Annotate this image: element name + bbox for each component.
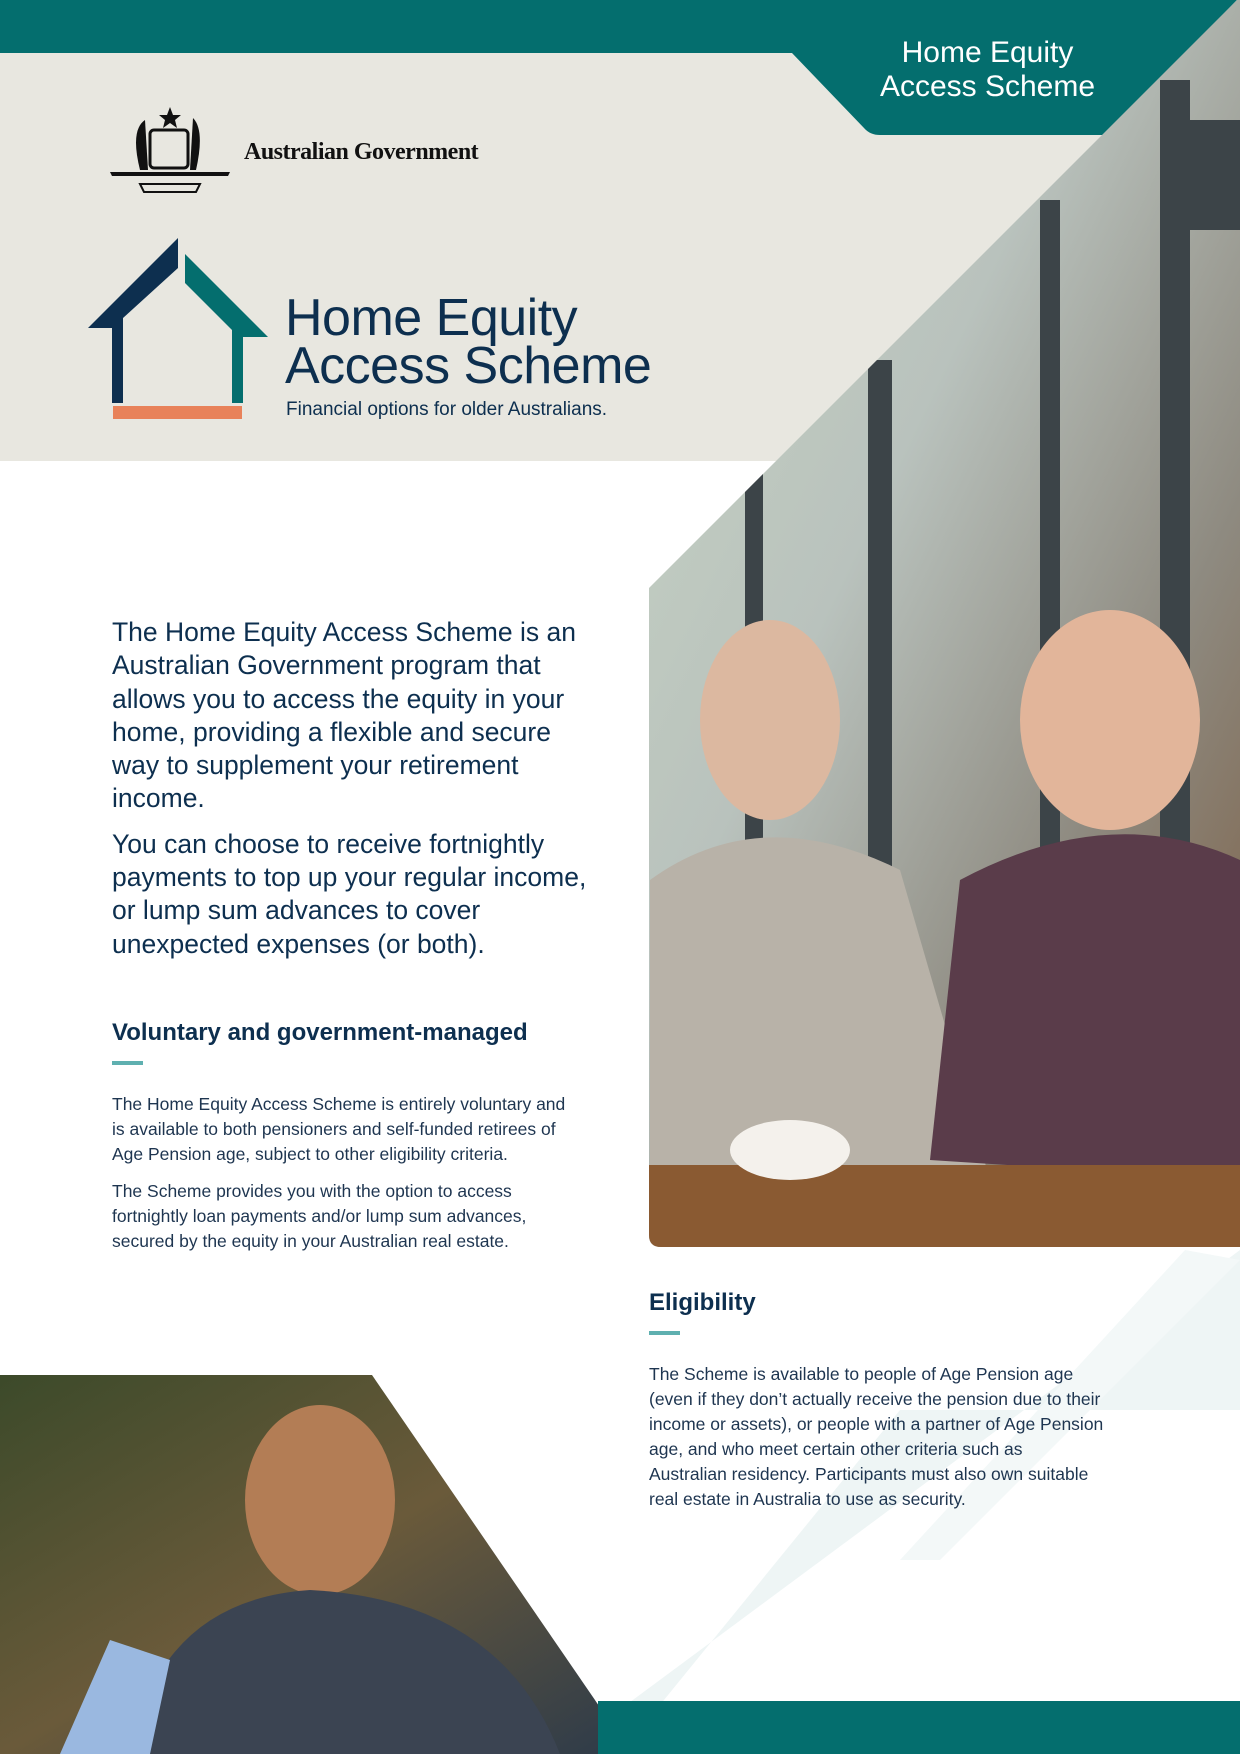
bottom-bar (598, 1701, 1240, 1754)
section-heading: Voluntary and government-managed (112, 1019, 528, 1046)
voluntary-section (112, 1019, 592, 1266)
body-paragraph: The Scheme provides you with the option to access fortnightly loan payments and/or lump sum advances, secured by the equity in your Australian real estate. (112, 1181, 527, 1251)
header-tab-title (860, 36, 1115, 104)
heading-underline (649, 1331, 680, 1335)
brand-title-line: Home Equity (285, 289, 578, 347)
man-photo (0, 1375, 640, 1754)
body-paragraph: The Home Equity Access Scheme is entirely voluntary and is available to both pensioners and self-funded retirees of Age Pension age, subject to other eligibility criteria. (112, 1094, 566, 1164)
brand-tagline: Financial options for older Australians. (286, 399, 608, 420)
heading-underline (112, 1061, 143, 1065)
intro-text (112, 616, 592, 973)
brand-title (285, 289, 652, 395)
tab-title-line: Access Scheme (879, 70, 1096, 103)
government-label: Australian Government (244, 139, 479, 165)
eligibility-section (649, 1289, 1119, 1524)
section-heading: Eligibility (649, 1289, 756, 1316)
body-paragraph: The Scheme is available to people of Age Pension age (even if they don’t actually receive the pension due to their income or assets), or people with a partner of Age Pension age, and who meet certain other criteria such as Australian residency. Participants must also own suitable real estate in Australia to use as security. (649, 1364, 1104, 1509)
intro-paragraph: The Home Equity Access Scheme is an Australian Government program that allows you to access the equity in your home, providing a flexible and secure way to supplement your retirement income. (112, 617, 576, 814)
brand-title-line: Access Scheme (285, 337, 652, 395)
intro-paragraph: You can choose to receive fortnightly payments to top up your regular income, or lump sum advances to cover unexpected expenses (or both). (112, 828, 587, 959)
tab-title-line: Home Equity (901, 36, 1074, 69)
